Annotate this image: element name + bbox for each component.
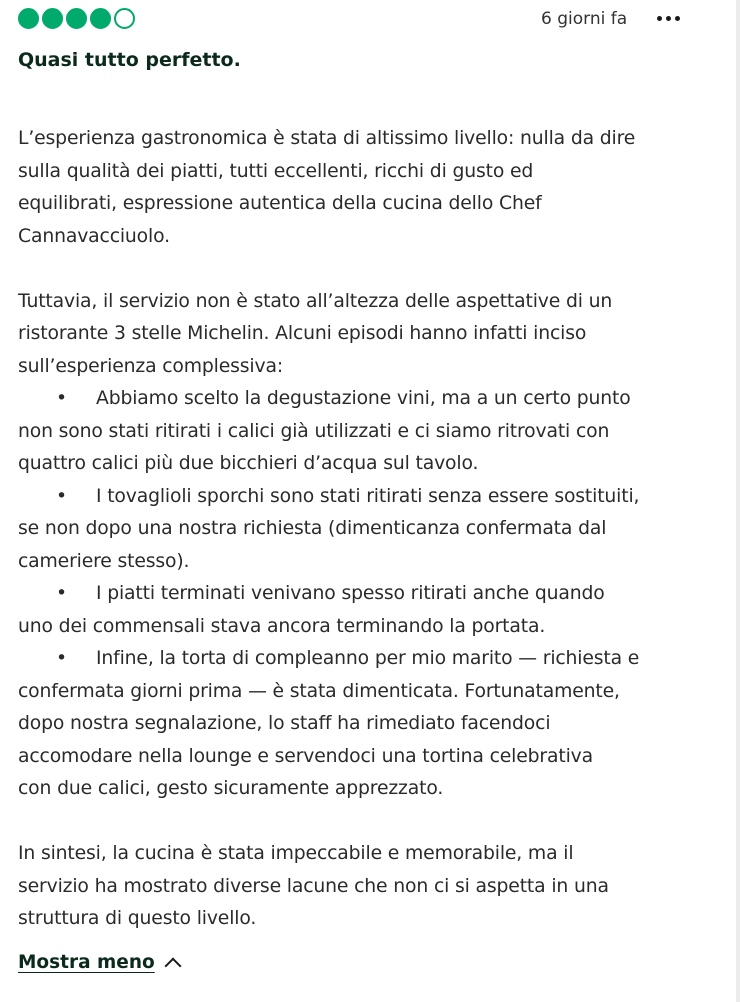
chevron-up-icon xyxy=(164,958,181,975)
review-line-text: I piatti terminati venivano spesso ritirati anche quando xyxy=(96,583,605,604)
review-line: Cannavacciuolo. xyxy=(18,225,170,247)
bullet-icon: • xyxy=(56,583,67,604)
ellipsis-icon xyxy=(675,16,680,21)
review-line: confermata giorni prima — è stata dimenticata. Fortunatamente, xyxy=(18,680,620,702)
bullet-icon: • xyxy=(56,388,67,409)
review-line-text: Infine, la torta di compleanno per mio marito — richiesta e xyxy=(96,648,640,669)
rating-bubble-empty xyxy=(114,8,135,29)
rating-bubble-filled xyxy=(66,8,87,29)
review-bullet-line xyxy=(18,578,708,611)
rating-bubble-filled xyxy=(90,8,111,29)
review-line: non sono stati ritirati i calici già utilizzati e ci siamo ritrovati con xyxy=(18,420,610,442)
review-line: cameriere stesso). xyxy=(18,550,190,572)
review-line: L’esperienza gastronomica è stata di altissimo livello: nulla da dire xyxy=(18,128,636,149)
review-line: equilibrati, espressione autentica della cucina dello Chef xyxy=(18,193,542,214)
review-line: con due calici, gesto sicuramente apprezzato. xyxy=(18,778,444,799)
review-line: sulla qualità dei piatti, tutti eccellenti, ricchi di gusto ed xyxy=(18,160,534,182)
paragraph-gap xyxy=(18,806,708,839)
review-title: Quasi tutto perfetto. xyxy=(18,49,241,71)
review-line-text: I tovaglioli sporchi sono stati ritirati senza essere sostituiti, xyxy=(96,485,640,507)
ellipsis-icon xyxy=(666,16,671,21)
review-date: 6 giorni fa xyxy=(541,9,628,29)
review-line-text: Abbiamo scelto la degustazione vini, ma a un certo punto xyxy=(96,388,631,409)
review-bullet-line xyxy=(18,481,708,514)
review-bullet-line xyxy=(18,383,708,416)
scrollbar-track[interactable] xyxy=(736,0,740,1002)
review-line: uno dei commensali stava ancora terminando la portata. xyxy=(18,615,546,637)
review-line: accomodare nella lounge e servendoci una tortina celebrativa xyxy=(18,745,593,767)
review-line: dopo nostra segnalazione, lo staff ha rimediato facendoci xyxy=(18,713,551,734)
show-less-link[interactable] xyxy=(18,952,179,973)
rating-bubble-filled xyxy=(18,8,39,29)
review-line: quattro calici più due bicchieri d’acqua sul tavolo. xyxy=(18,453,479,474)
more-options-button[interactable] xyxy=(651,4,685,32)
review-line: servizio ha mostrato diverse lacune che non ci si aspetta in una xyxy=(18,875,609,897)
review-line: se non dopo una nostra richiesta (dimenticanza confermata dal xyxy=(18,518,607,539)
review-line: In sintesi, la cucina è stata impeccabile e memorabile, ma il xyxy=(18,843,574,864)
paragraph-gap xyxy=(18,253,708,286)
review-card xyxy=(18,0,698,973)
review-body xyxy=(18,123,708,936)
bullet-icon: • xyxy=(56,485,67,507)
ellipsis-icon xyxy=(657,16,662,21)
review-line: Tuttavia, il servizio non è stato all’altezza delle aspettative di un xyxy=(18,290,613,312)
show-less-label: Mostra meno xyxy=(18,952,155,973)
review-line: struttura di questo livello. xyxy=(18,908,257,929)
review-bullet-line xyxy=(18,643,708,676)
review-header xyxy=(18,0,698,42)
review-line: ristorante 3 stelle Michelin. Alcuni episodi hanno infatti inciso xyxy=(18,323,587,344)
rating-bubbles xyxy=(18,8,135,29)
review-line: sull’esperienza complessiva: xyxy=(18,355,283,377)
bullet-icon: • xyxy=(56,648,67,669)
rating-bubble-filled xyxy=(42,8,63,29)
